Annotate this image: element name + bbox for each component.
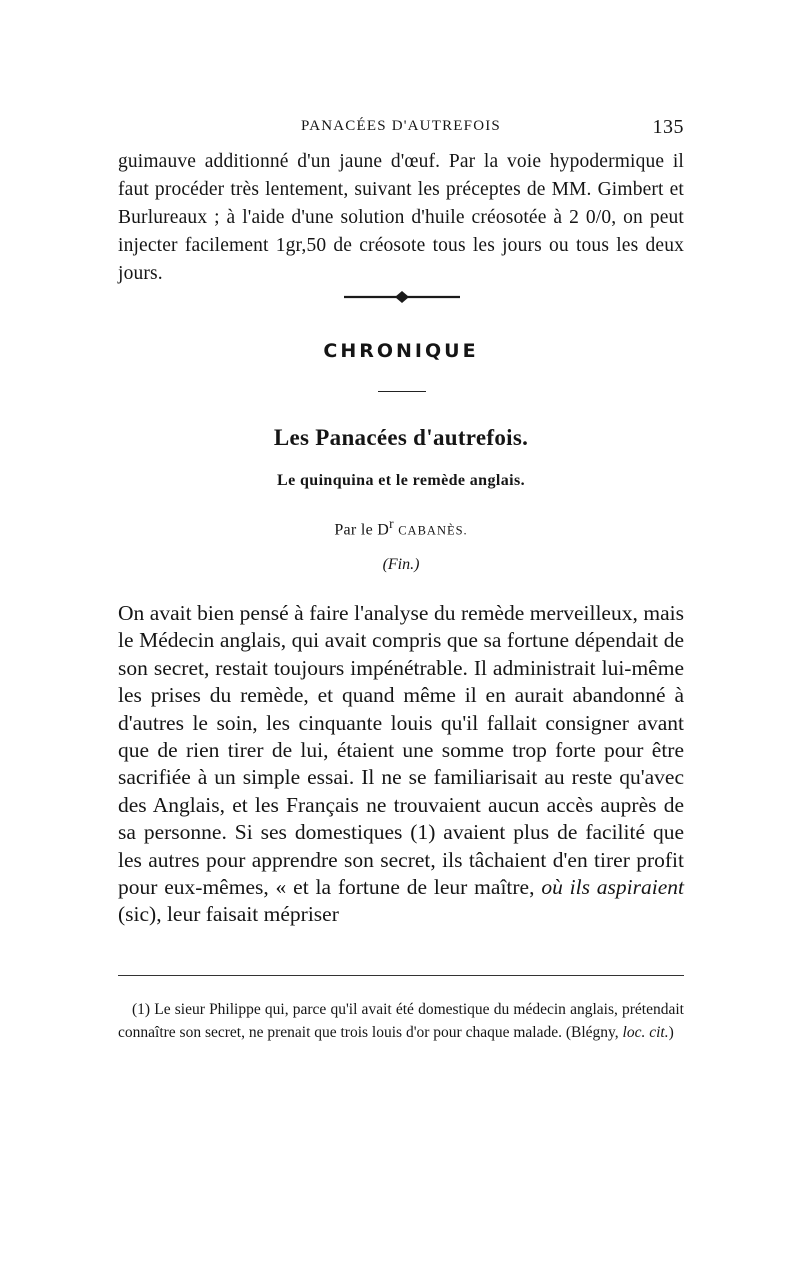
body-part-2: (sic), leur faisait mépriser xyxy=(118,902,339,927)
article-body-paragraph xyxy=(118,600,684,929)
footnote-italic-ref: loc. cit. xyxy=(622,1024,669,1041)
footnote xyxy=(118,998,684,1044)
footnote-part-1: (1) Le sieur Philippe qui, parce qu'il avait été domestique du médecin anglais, prétendait connaître son secret, ne prenait que trois louis d'or pour chaque malade. (Blégny, xyxy=(118,1001,684,1041)
running-title: PANACÉES D'AUTREFOIS xyxy=(301,118,501,134)
ornament-diamond xyxy=(395,291,409,303)
opening-paragraph: guimauve additionné d'un jaune d'œuf. Par la voie hypodermique il faut procéder très lentement, suivant les préceptes de MM. Gimbert et Burlureaux ; à l'aide d'une solution d'huile créosotée à 2 0/0, on peut injecter facilement 1gr,50 de créosote tous les jours ou tous les deux jours. xyxy=(118,151,684,284)
diamond-ornament-divider xyxy=(342,290,462,304)
running-header xyxy=(118,116,684,142)
byline-sup: r xyxy=(389,516,394,531)
body-part-1: On avait bien pensé à faire l'analyse du remède merveilleux, mais le Médecin anglais, qui avait compris que sa fortune dépendait de son secret, restait toujours impénétrable. Il administrait lui-même les prises du remède, et quand même il en aurait abandonné à d'autres le soin, les cinquante louis qu'il fallait consigner avant que de rien tirer de lui, étaient une somme trop forte pour être sacrifiée à un simple essai. Il ne se familiarisait au reste qu'avec des Anglais, et les Français ne trouvaient aucun accès auprès de sa personne. Si ses domestiques (1) avaient plus de facilité que les autres pour apprendre son secret, ils tâchaient d'en tirer profit pour eux-mêmes, « et la fortune de leur maître, xyxy=(118,601,684,900)
footnote-part-2: ) xyxy=(668,1024,674,1041)
byline-prefix: Par le D xyxy=(334,521,390,539)
byline-author: CABANÈS. xyxy=(398,523,468,538)
body-italic-phrase: où ils aspiraient xyxy=(541,875,684,900)
continuation-note: (Fin.) xyxy=(382,556,420,573)
byline xyxy=(118,516,684,539)
section-rule xyxy=(378,391,426,392)
article-title: Les Panacées d'autrefois. xyxy=(273,425,529,450)
page-number: 135 xyxy=(652,116,684,138)
footnote-rule xyxy=(118,975,684,976)
section-title: CHRONIQUE xyxy=(323,340,479,362)
article-subtitle: Le quinquina et le remède anglais. xyxy=(277,472,525,489)
